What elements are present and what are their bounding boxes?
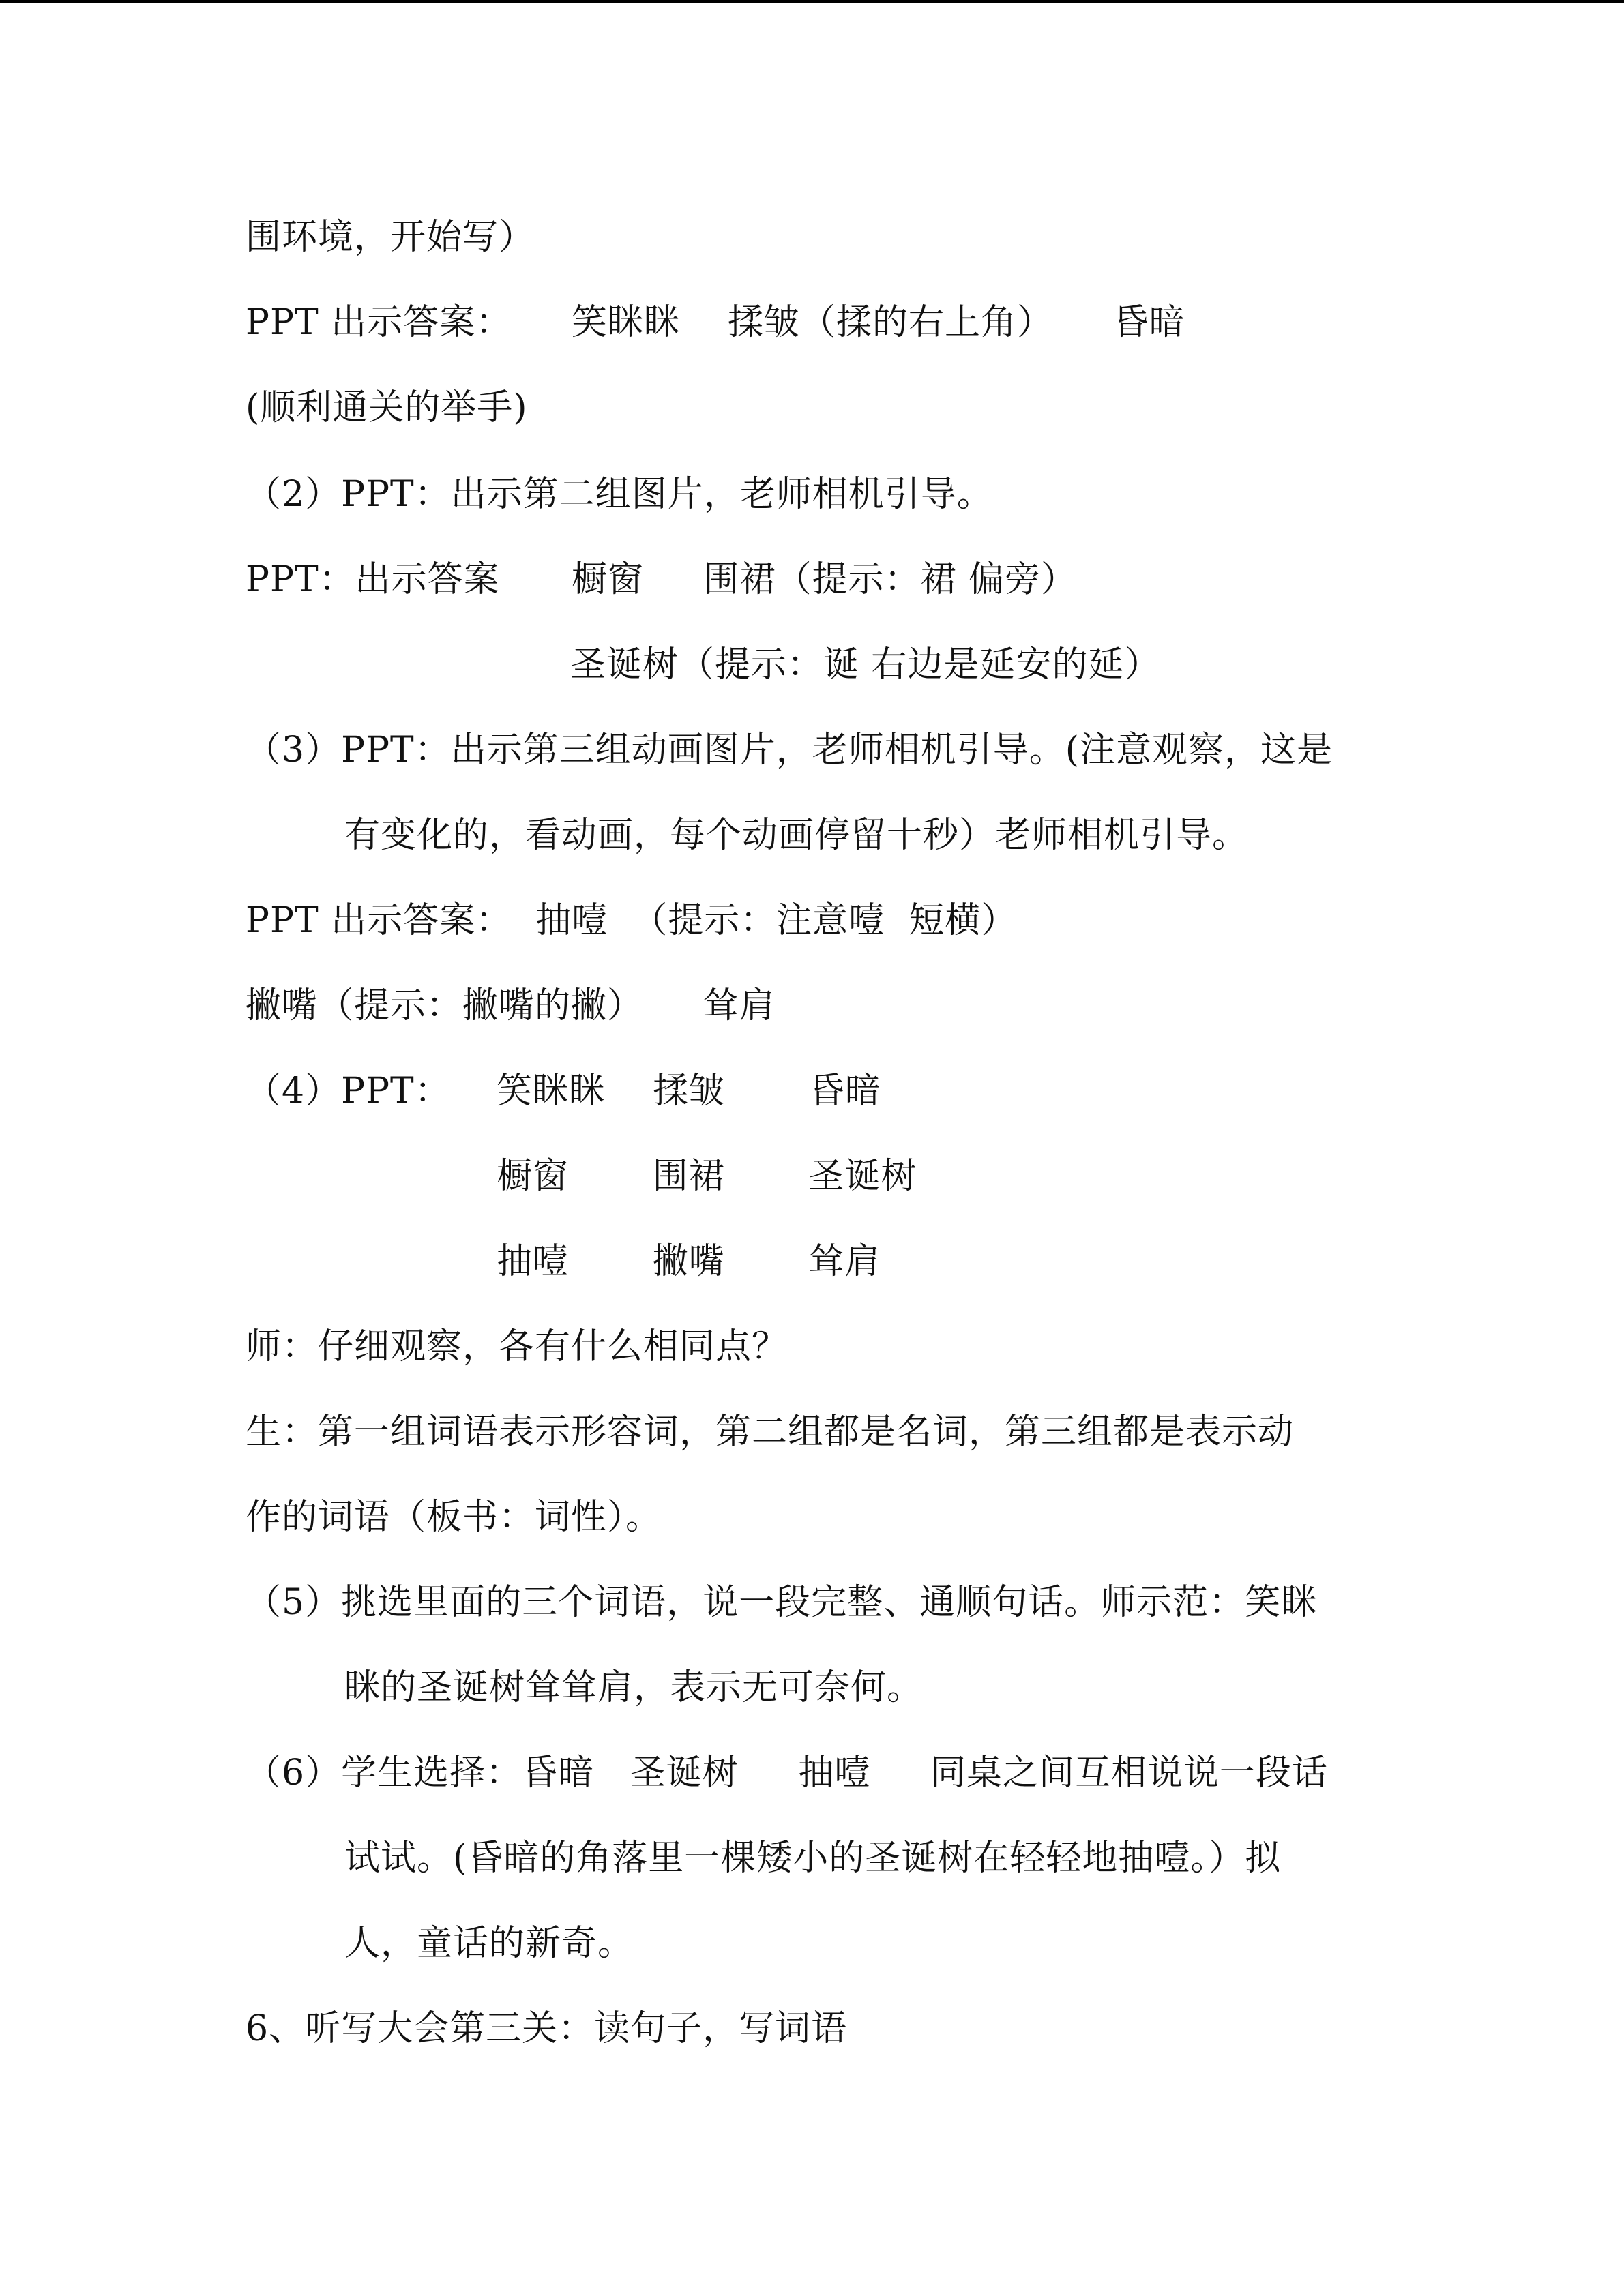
text-line: 师：仔细观察，各有什么相同点？ — [246, 1326, 788, 1367]
text-line: 有变化的，看动画，每个动画停留十秒）老师相机引导。 — [344, 815, 1249, 856]
text-line: （2）PPT：出示第二组图片，老师相机引导。 — [246, 474, 993, 515]
text-line: PPT 出示答案： 抽噎 （提示：注意噎 短横） — [246, 900, 1018, 941]
text-line: 撇嘴（提示：撇嘴的撇） 耸肩 — [246, 985, 776, 1026]
text-line: 人，童话的新奇。 — [344, 1923, 634, 1964]
text-line: 抽噎 撇嘴 耸肩 — [497, 1241, 881, 1282]
text-line: （6）学生选择：昏暗 圣诞树 抽噎 同桌之间互相说说一段话 — [246, 1753, 1328, 1793]
text-line: （3）PPT：出示第三组动画图片，老师相机引导。(注意观察，这是 — [246, 730, 1333, 771]
text-line: （4）PPT： — [246, 1071, 451, 1112]
text-line: 作的词语（板书：词性）。 — [246, 1497, 662, 1538]
text-line: 圣诞树（提示：诞 右边是延安的延） — [570, 644, 1161, 685]
text-line: PPT 出示答案： 笑眯眯 揉皱（揉的右上角） 昏暗 — [246, 302, 1185, 343]
text-line: 6、听写大会第三关：读句子，写词语 — [246, 2008, 848, 2049]
text-line: 眯的圣诞树耸耸肩，表示无可奈何。 — [344, 1667, 924, 1708]
text-line: 生：第一组词语表示形容词，第二组都是名词，第三组都是表示动 — [246, 1412, 1295, 1452]
text-line: （5）挑选里面的三个词语，说一段完整、通顺句话。师示范：笑眯 — [246, 1582, 1318, 1623]
text-line: 围环境，开始写） — [246, 217, 535, 258]
text-line: 试试。(昏暗的角落里一棵矮小的圣诞树在轻轻地抽噎。）拟 — [344, 1838, 1282, 1879]
page-top-border — [0, 0, 1624, 3]
text-line: (顺利通关的举手) — [246, 387, 528, 428]
text-line: 橱窗 围裙 圣诞树 — [497, 1156, 917, 1197]
text-line: 笑眯眯 揉皱 昏暗 — [497, 1071, 881, 1112]
text-line: PPT：出示答案 橱窗 围裙（提示：裙 偏旁） — [246, 559, 1078, 600]
